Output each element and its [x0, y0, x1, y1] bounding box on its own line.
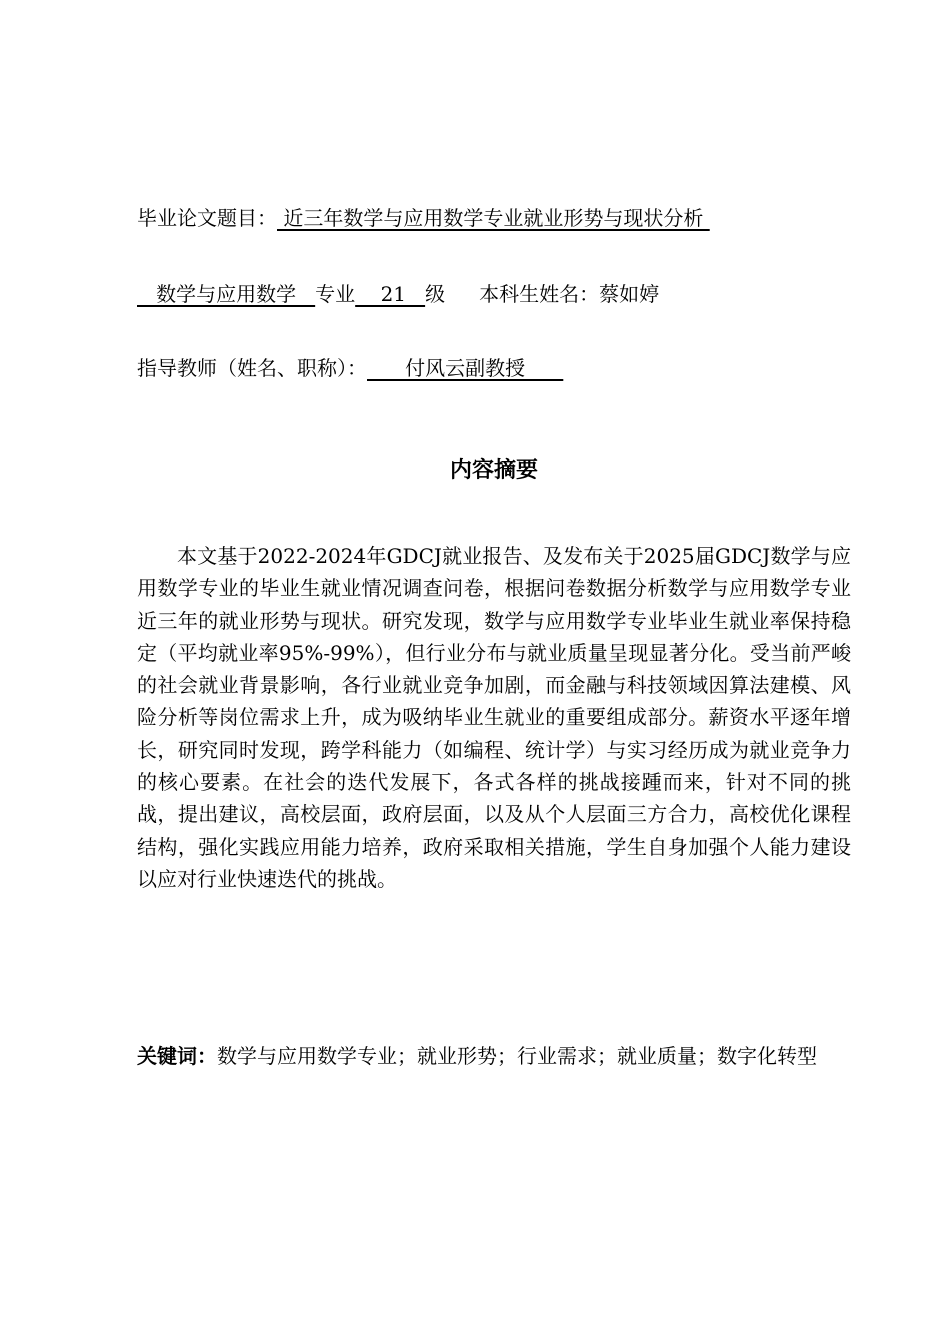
major-label: 专业: [315, 282, 356, 306]
grade-value: 21: [355, 282, 426, 306]
grade-label: 级: [425, 282, 446, 306]
thesis-title-label: 毕业论文题目：: [137, 206, 277, 230]
major-grade-line: [137, 280, 659, 308]
keywords-text: 数学与应用数学专业；就业形势；行业需求；就业质量；数字化转型: [217, 1044, 817, 1068]
thesis-title-line: [137, 204, 710, 232]
abstract-body: 本文基于2022-2024年GDCJ就业报告、及发布关于2025届GDCJ数学与应用数学专业的毕业生就业情况调查问卷，根据问卷数据分析数学与应用数学专业近三年的就业形势与现状。研究发现，数学与应用数学专业毕业生就业率保持稳定（平均就业率95%-99%），但行业分布与就业质量呈现显著分化。受当前严峻的社会就业背景影响，各行业就业竞争加剧，而金融与科技领域因算法建模、风险分析等岗位需求上升，成为吸纳毕业生就业的重要组成部分。薪资水平逐年增长，研究同时发现，跨学科能力（如编程、统计学）与实习经历成为就业竞争力的核心要素。在社会的迭代发展下，各式各样的挑战接踵而来，针对不同的挑战，提出建议，高校层面，政府层面，以及从个人层面三方合力，高校优化课程结构，强化实践应用能力培养，政府采取相关措施，学生自身加强个人能力建设以应对行业快速迭代的挑战。: [137, 544, 851, 891]
keywords-paragraph: [137, 1038, 851, 1074]
student-name: 蔡如婷: [599, 282, 660, 306]
advisor-value: 付风云副教授: [367, 356, 564, 380]
student-label: 本科生姓名：: [479, 282, 600, 306]
thesis-title-value: 近三年数学与应用数学专业就业形势与现状分析: [277, 206, 710, 230]
keywords-label: 关键词：: [137, 1044, 217, 1068]
major-value: 数学与应用数学: [137, 282, 316, 306]
advisor-line: [137, 354, 563, 382]
abstract-heading: 内容摘要: [449, 458, 538, 483]
advisor-label: 指导教师（姓名、职称）：: [137, 356, 367, 380]
